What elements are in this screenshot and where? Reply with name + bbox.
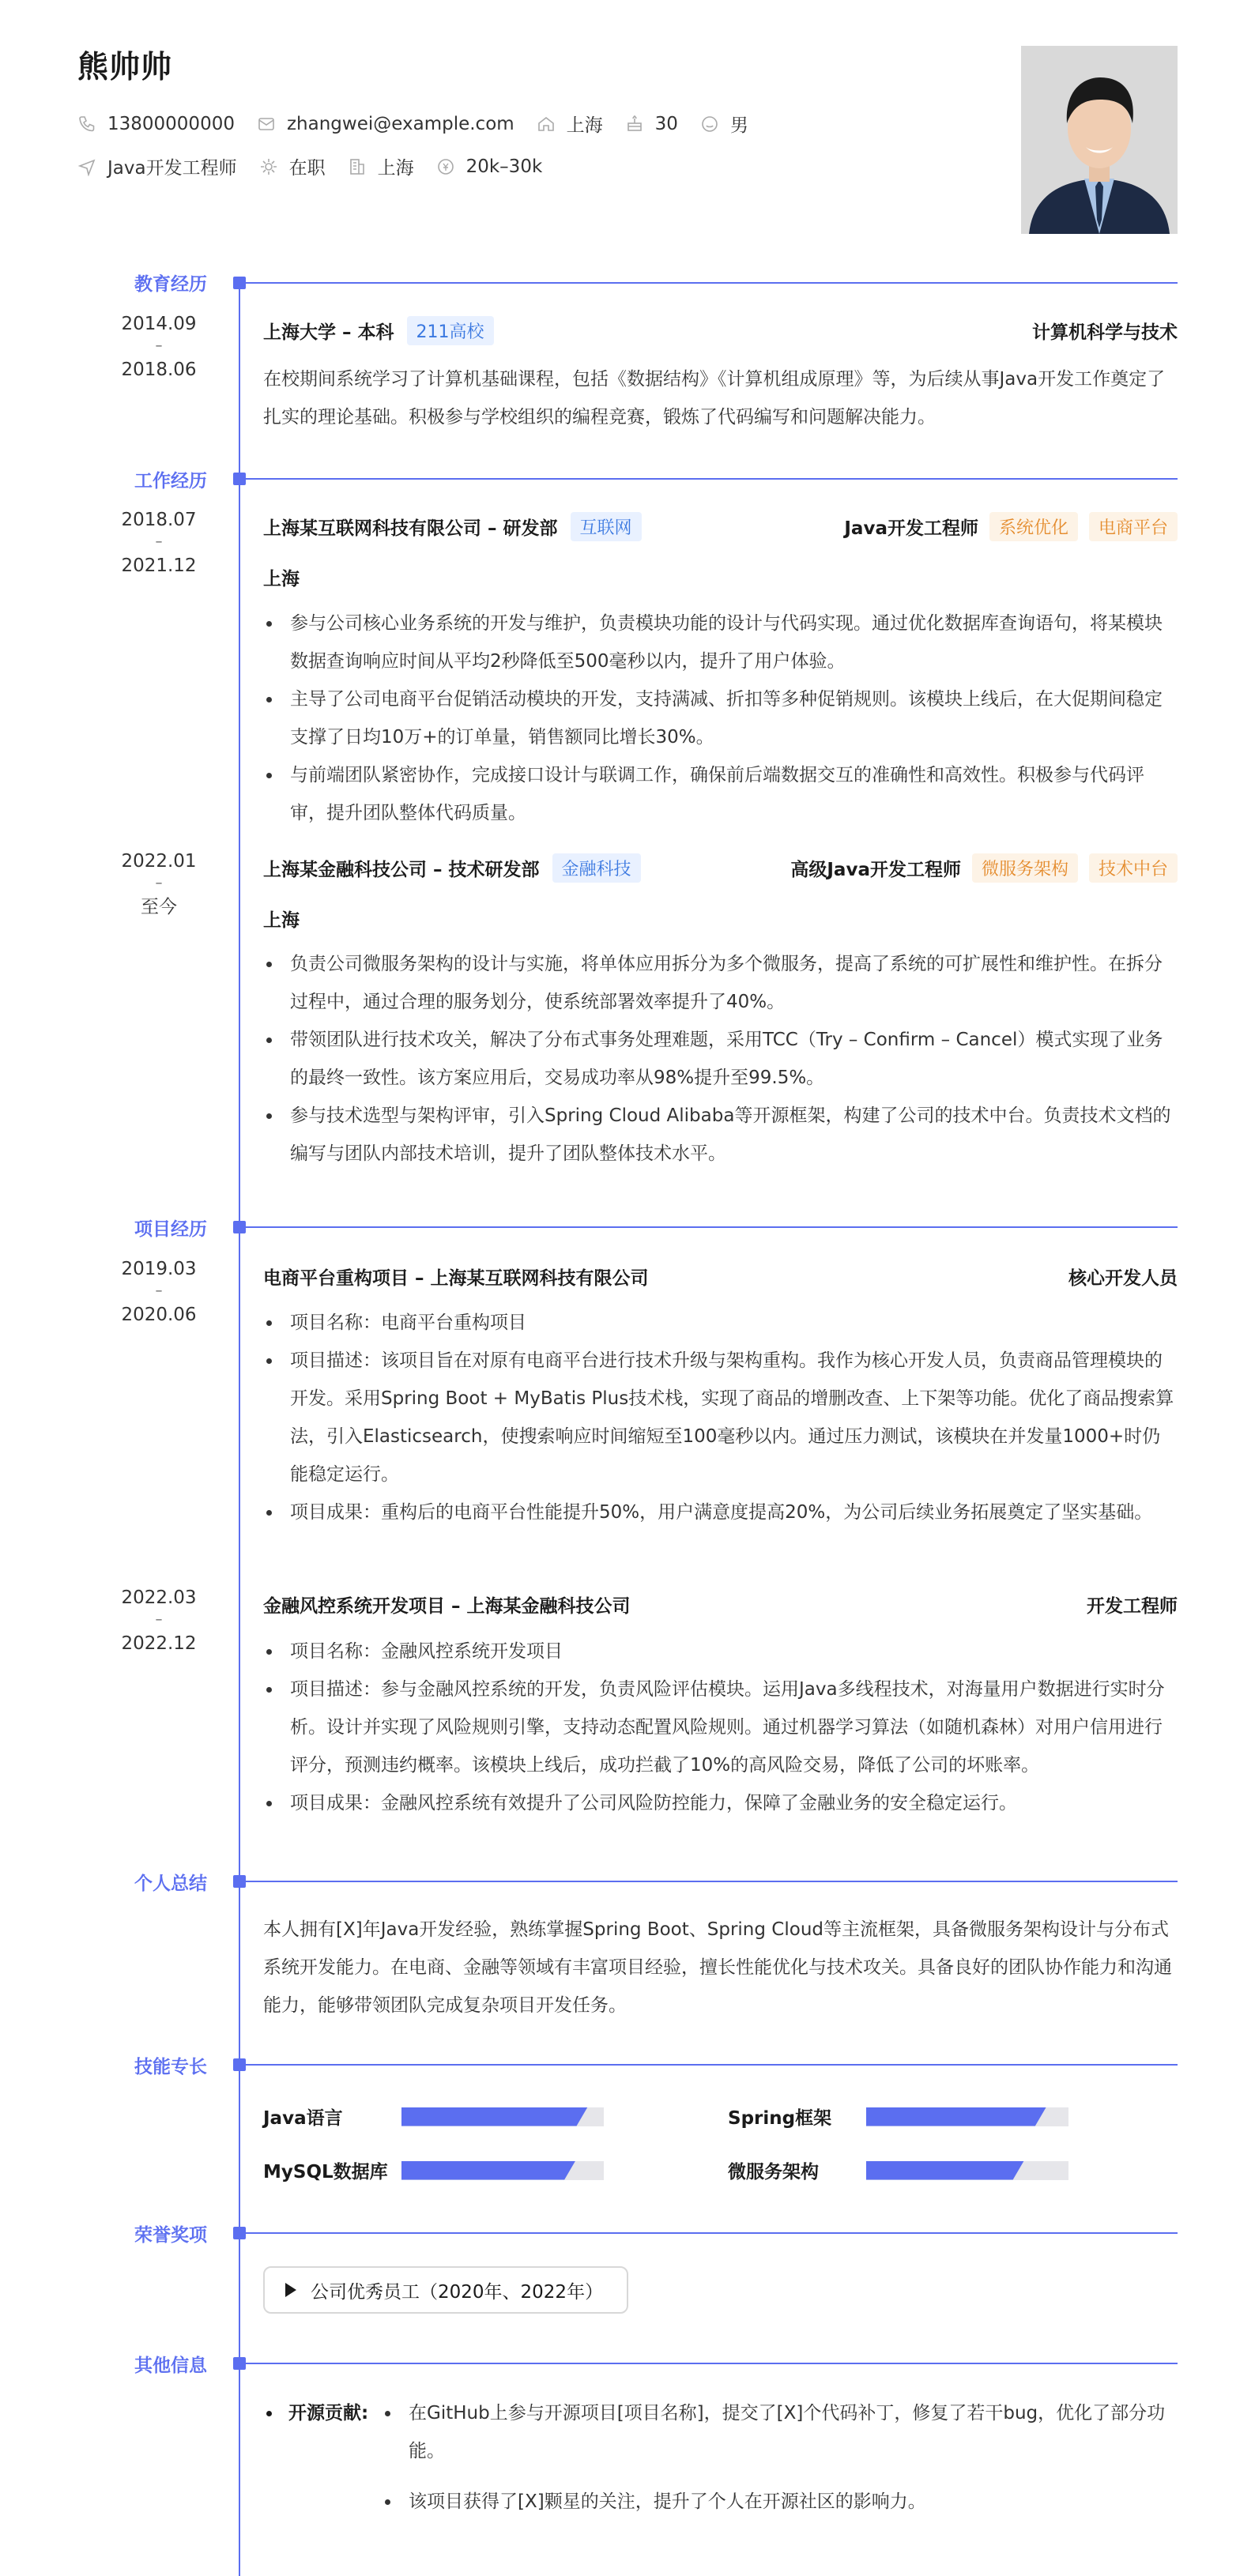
mail-icon: [257, 115, 276, 134]
section-divider: [245, 478, 1178, 480]
job-title: 高级Java开发工程师: [790, 860, 961, 880]
date-end: 2020.06: [121, 1305, 197, 1325]
email-item: [257, 114, 514, 134]
open-source-list: [382, 2394, 1178, 2521]
major: 计算机科学与技术: [1032, 322, 1178, 343]
company-name: 上海某互联网科技有限公司 – 研发部: [263, 518, 558, 539]
list-item: 该项目获得了[X]颗星的关注，提升了个人在开源社区的影响力。: [382, 2483, 1178, 2521]
face-icon: [700, 115, 719, 134]
skill-bar-fill: [401, 2161, 575, 2180]
list-item: 负责公司微服务架构的设计与实施，将单体应用拆分为多个微服务，提高了系统的可扩展性和维护性。在拆分过程中，通过合理的服务划分，使系统部署效率提升了40%。: [263, 945, 1178, 1021]
age-text: 30: [654, 113, 678, 134]
job-intent-row: [77, 153, 564, 179]
list-item: 参与公司核心业务系统的开发与维护，负责模块功能的设计与代码实现。通过优化数据库查询语句，将某模块数据查询响应时间从平均2秒降低至500毫秒以内，提升了用户体验。: [263, 604, 1178, 680]
skill-bar: [401, 2107, 604, 2126]
email-text: zhangwei@example.com: [286, 113, 514, 134]
date-range: [77, 501, 207, 585]
skill-name: Spring框架: [728, 2108, 832, 2129]
date-separator: –: [155, 875, 163, 891]
education-description: 在校期间系统学习了计算机基础课程，包括《数据结构》《计算机组成原理》等，为后续从事Java开发工作奠定了扎实的理论基础。积极参与学校组织的编程竞赛，锻炼了代码编写和问题解决能力。: [263, 369, 1166, 427]
section-divider: [245, 2232, 1178, 2234]
location-text: 上海: [566, 115, 603, 136]
status-item: [259, 153, 326, 179]
home-icon: [537, 115, 556, 134]
section-node: [233, 1221, 246, 1233]
list-item: 在GitHub上参与开源项目[项目名称]，提交了[X]个代码补丁，修复了若干bug，优化了部分功能。: [382, 2394, 1178, 2470]
section-node: [233, 473, 246, 485]
date-separator: –: [155, 533, 163, 550]
skill-bar: [866, 2161, 1068, 2180]
date-end: 2021.12: [121, 555, 197, 576]
date-end: 2022.12: [121, 1633, 197, 1654]
candidate-name: 熊帅帅: [77, 50, 173, 85]
date-start: 2022.01: [121, 851, 197, 872]
other-info: [263, 2394, 1178, 2521]
section-title-other: 其他信息: [134, 2356, 207, 2376]
skill-bar-fill: [866, 2161, 1024, 2180]
open-source-row: [263, 2394, 1178, 2521]
job-target-text: Java开发工程师: [107, 158, 237, 179]
project-role: 开发工程师: [1087, 1596, 1178, 1617]
phone-text: 13800000000: [107, 113, 235, 134]
list-item: 参与技术选型与架构评审，引入Spring Cloud Alibaba等开源框架，构建了公司的技术中台。负责技术文档的编写与团队内部技术培训，提升了团队整体技术水平。: [263, 1097, 1178, 1173]
salary-text: 20k–30k: [465, 156, 543, 177]
industry-tag: 金融科技: [552, 853, 641, 883]
project-title: 电商平台重构项目 – 上海某互联网科技有限公司: [263, 1268, 649, 1289]
profile-photo: [1021, 46, 1178, 234]
school-name: 上海大学 – 本科: [263, 322, 394, 343]
job-title: Java开发工程师: [844, 518, 978, 539]
status-text: 在职: [288, 158, 326, 179]
open-source-label: 开源贡献:: [288, 2403, 369, 2423]
job-city: 上海: [263, 569, 300, 589]
list-item: 主导了公司电商平台促销活动模块的开发，支持满减、折扣等多种促销规则。该模块上线后，在大促期间稳定支撑了日均10万+的订单量，销售额同比增长30%。: [263, 680, 1178, 756]
coin-icon: [436, 157, 455, 176]
list-item: 与前端团队紧密协作，完成接口设计与联调工作，确保前后端数据交互的准确性和高效性。积极参与代码评审，提升团队整体代码质量。: [263, 756, 1178, 832]
date-range: [77, 842, 207, 926]
date-separator: –: [155, 1611, 163, 1628]
skill-tag: 技术中台: [1089, 853, 1178, 883]
education-header: [263, 316, 1178, 345]
job-bullets: [263, 945, 1178, 1173]
skill-tag: 电商平台: [1089, 512, 1178, 541]
summary-text: 本人拥有[X]年Java开发经验，熟练掌握Spring Boot、Spring Cloud等主流框架，具备微服务架构设计与分布式系统开发能力。在电商、金融等领域有丰富项目经验，擅长性能优化与技术攻关。具备良好的团队协作能力和沟通能力，能够带领团队完成复杂项目开发任务。: [263, 1919, 1172, 2016]
skill-bar-fill: [866, 2107, 1046, 2126]
gear-icon: [259, 157, 278, 176]
section-node: [233, 2058, 246, 2071]
date-range: [77, 305, 207, 389]
list-item: 项目成果：金融风控系统有效提升了公司风险防控能力，保障了金融业务的安全稳定运行。: [263, 1784, 1178, 1822]
section-divider: [245, 2363, 1178, 2364]
list-item: 项目成果：重构后的电商平台性能提升50%，用户满意度提高20%，为公司后续业务拓展奠定了坚实基础。: [263, 1493, 1178, 1531]
project-header: [263, 1264, 1178, 1290]
salary-item: [436, 156, 543, 177]
gender-text: 男: [729, 115, 748, 136]
section-title-honors: 荣誉奖项: [134, 2225, 207, 2246]
cake-icon: [625, 115, 644, 134]
section-divider: [245, 1226, 1178, 1228]
list-item: 项目名称：金融风控系统开发项目: [263, 1633, 1178, 1670]
date-start: 2018.07: [121, 510, 197, 530]
play-triangle-icon: [285, 2283, 296, 2297]
gender-item: [700, 111, 748, 137]
skill-tag: 微服务架构: [972, 853, 1078, 883]
section-title-education: 教育经历: [134, 274, 207, 295]
skill-item: [728, 2157, 1068, 2183]
date-start: 2022.03: [121, 1587, 197, 1608]
job-city: 上海: [263, 910, 300, 931]
skill-bar-fill: [401, 2107, 588, 2126]
job-target-item: [77, 153, 237, 179]
honor-item[interactable]: [263, 2266, 628, 2314]
building-icon: [348, 157, 367, 176]
date-range: [77, 1579, 207, 1663]
section-title-projects: 项目经历: [134, 1219, 207, 1240]
skill-item: [728, 2103, 1068, 2130]
skill-item: [263, 2103, 604, 2130]
section-title-skills: 技能专长: [134, 2057, 207, 2077]
skill-bar: [401, 2161, 604, 2180]
project-role: 核心开发人员: [1068, 1268, 1178, 1289]
skill-bar: [866, 2107, 1068, 2126]
section-node: [233, 2227, 246, 2239]
bullet-dot: [266, 2411, 272, 2416]
phone-item: [77, 114, 235, 134]
phone-icon: [77, 115, 96, 134]
date-range: [77, 1250, 207, 1334]
section-title-work: 工作经历: [134, 471, 207, 491]
project-header: [263, 1591, 1178, 1618]
contact-row: [77, 111, 771, 137]
section-node: [233, 2357, 246, 2370]
city-text: 上海: [377, 158, 414, 179]
industry-tag: 互联网: [571, 512, 642, 541]
skill-name: 微服务架构: [728, 2162, 819, 2182]
skill-name: MySQL数据库: [263, 2162, 388, 2182]
school-tag: 211高校: [407, 316, 494, 345]
project-bullets: [263, 1304, 1178, 1531]
date-end: 2018.06: [121, 360, 197, 380]
section-title-summary: 个人总结: [134, 1874, 207, 1894]
skill-tag: 系统优化: [989, 512, 1078, 541]
project-title: 金融风控系统开发项目 – 上海某金融科技公司: [263, 1596, 631, 1617]
location-item: [537, 111, 603, 137]
list-item: 带领团队进行技术攻关，解决了分布式事务处理难题，采用TCC（Try – Confirm – Cancel）模式实现了业务的最终一致性。该方案应用后，交易成功率从98%提升至99.5%。: [263, 1021, 1178, 1097]
honor-text: 公司优秀员工（2020年、2022年）: [311, 2281, 604, 2303]
date-start: 2019.03: [121, 1259, 197, 1279]
job-header: [263, 512, 1178, 541]
job-bullets: [263, 604, 1178, 832]
city-item: [348, 153, 414, 179]
job-header: [263, 853, 1178, 883]
skill-name: Java语言: [263, 2108, 343, 2129]
project-bullets: [263, 1633, 1178, 1822]
company-name: 上海某金融科技公司 – 技术研发部: [263, 860, 540, 880]
date-separator: –: [155, 337, 163, 354]
section-divider: [245, 1881, 1178, 1882]
skill-item: [263, 2157, 604, 2183]
list-item: 项目描述：该项目旨在对原有电商平台进行技术升级与架构重构。我作为核心开发人员，负责商品管理模块的开发。采用Spring Boot + MyBatis Plus技术栈，实现了商品的增删改查、上下架等功能。优化了商品搜索算法，引入Elasticsearch，使搜索响应时间缩短至100毫秒以内。通过压力测试，该模块在并发量1000+时仍能稳定运行。: [263, 1342, 1178, 1493]
section-node: [233, 1875, 246, 1888]
date-separator: –: [155, 1282, 163, 1299]
date-end: 至今: [141, 897, 177, 917]
date-start: 2014.09: [121, 314, 197, 334]
section-divider: [245, 2064, 1178, 2066]
age-item: [625, 114, 678, 134]
send-icon: [77, 157, 96, 176]
list-item: 项目名称：电商平台重构项目: [263, 1304, 1178, 1342]
section-node: [233, 277, 246, 289]
section-divider: [245, 282, 1178, 284]
list-item: 项目描述：参与金融风控系统的开发，负责风险评估模块。运用Java多线程技术，对海量用户数据进行实时分析。设计并实现了风险规则引擎，支持动态配置风险规则。通过机器学习算法（如随机森林）对用户信用进行评分，预测违约概率。该模块上线后，成功拦截了10%的高风险交易，降低了公司的坏账率。: [263, 1670, 1178, 1784]
